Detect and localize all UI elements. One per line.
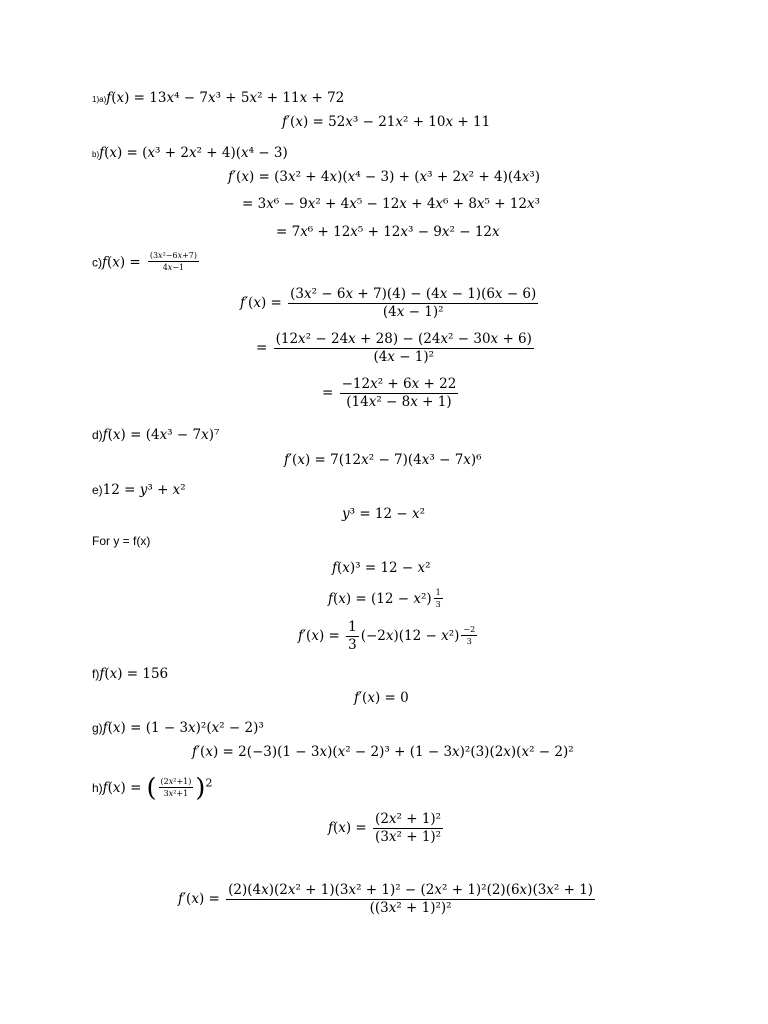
problem-e-step4-coefficient-numerator: 1 <box>348 619 357 635</box>
problem-b-given: 𝑓(𝑥) = (𝑥³ + 2𝑥² + 4)(𝑥⁴ − 3) <box>99 145 288 161</box>
problem-h-given-exponent: 2 <box>205 776 213 790</box>
problem-h-given-numerator: (2𝑥²+1) <box>160 776 192 786</box>
problem-h-given-fraction <box>159 778 194 798</box>
problem-e-given: 12 = 𝑦³ + 𝑥² <box>102 482 186 498</box>
problem-h-derivative-denominator: ((3𝑥² + 1)²)² <box>369 899 452 916</box>
problem-c-step2-fraction <box>274 333 534 364</box>
problem-a-derivative: 𝑓′(𝑥) = 52𝑥³ − 21𝑥² + 10𝑥 + 11 <box>282 114 491 130</box>
problem-c-derivative-fraction <box>288 288 538 319</box>
problem-h-given-line: h)𝑓(𝑥) = ( $\frac{\text{(2𝑥²+1)}}{\text{3𝑥²+1}}$ )$^2$ <box>92 773 213 803</box>
problem-h-label: h) <box>92 781 103 796</box>
problem-b-step2: = 3𝑥⁶ − 9𝑥² + 4𝑥⁵ − 12𝑥 + 4𝑥⁶ + 8𝑥⁵ + 12𝑥³ <box>242 196 541 212</box>
problem-c-given-fraction <box>148 252 199 272</box>
problem-e-step4-body: (−2𝑥)(12 − 𝑥²) <box>360 628 460 644</box>
problem-e-step3-exponent-denominator: 3 <box>435 600 441 609</box>
problem-c-step3-denominator: (14𝑥² − 8𝑥 + 1) <box>346 393 452 410</box>
problem-c-step3-numerator: −12𝑥² + 6𝑥 + 22 <box>341 376 457 392</box>
problem-d-derivative: 𝑓′(𝑥) = 7(12𝑥² − 7)(4𝑥³ − 7𝑥)⁶ <box>284 452 482 468</box>
problem-c-step2-numerator: (12𝑥² − 24𝑥 + 28) − (24𝑥² − 30𝑥 + 6) <box>275 331 532 347</box>
problem-c-step3-fraction <box>340 378 459 409</box>
problem-d-label: d) <box>92 428 103 442</box>
problem-d-given: 𝑓(𝑥) = (4𝑥³ − 7𝑥)⁷ <box>102 427 220 443</box>
problem-e-note: For y = f(x) <box>92 534 151 548</box>
problem-h-rewrite <box>328 813 445 844</box>
problem-e-step4-lhs: 𝑓′(𝑥) = <box>298 628 340 644</box>
problem-c-derivative <box>240 288 540 319</box>
problem-a-given-line <box>92 89 344 106</box>
problem-g-given-line <box>92 719 264 736</box>
problem-h-rewrite-lhs: 𝑓(𝑥) = <box>328 820 367 836</box>
problem-e-step2: 𝑓(𝑥)³ = 12 − 𝑥² <box>332 560 431 576</box>
problem-f-label: f) <box>92 667 100 681</box>
problem-h-derivative <box>178 884 597 915</box>
problem-f-given: 𝑓(𝑥) = 156 <box>99 666 169 682</box>
problem-e-step4-exponent <box>461 626 477 646</box>
problem-e-label: e) <box>92 483 103 497</box>
problem-c-given-numerator: (3𝑥²−6𝑥+7) <box>149 251 197 260</box>
problem-b-label: b) <box>92 150 100 159</box>
problem-h-rewrite-fraction <box>373 813 443 844</box>
problem-c-derivative-numerator: (3𝑥² − 6𝑥 + 7)(4) − (4𝑥 − 1)(6𝑥 − 6) <box>290 286 537 302</box>
problem-e-step1: 𝑦³ = 12 − 𝑥² <box>342 506 426 522</box>
problem-h-rewrite-denominator: (3𝑥² + 1)² <box>375 828 442 845</box>
problem-h-rewrite-numerator: (2𝑥² + 1)² <box>375 811 442 827</box>
problem-c-given-denominator: 4𝑥−1 <box>162 263 185 272</box>
problem-e-step4-exponent-numerator: −2 <box>463 625 476 634</box>
problem-c-given-line <box>92 252 201 272</box>
problem-a-label: 1)a) <box>92 95 107 104</box>
problem-h-given-denominator: 3𝑥²+1 <box>163 788 189 798</box>
problem-c-derivative-denominator: (4𝑥 − 1)² <box>382 303 444 320</box>
problem-c-given-lhs: 𝑓(𝑥) = <box>102 254 141 271</box>
problem-f-given-line <box>92 665 168 682</box>
problem-d-given-line <box>92 426 219 443</box>
problem-g-given: 𝑓(𝑥) = (1 − 3𝑥)²(𝑥² − 2)³ <box>102 720 264 736</box>
problem-e-step3-base: 𝑓(𝑥) = (12 − 𝑥²) <box>328 591 432 607</box>
problem-c-step2-denominator: (4𝑥 − 1)² <box>373 348 435 365</box>
problem-c-step2: = $\frac{\text{(12𝑥² − 24𝑥 + 28) − (24𝑥² − 30𝑥 + 6)}}{\text{(4𝑥 − 1)²}}$ <box>256 331 532 365</box>
problem-b-given-line <box>92 144 288 161</box>
problem-e-step3 <box>328 589 445 609</box>
problem-e-step3-exponent <box>434 589 443 609</box>
problem-b-step3: = 7𝑥⁶ + 12𝑥⁵ + 12𝑥³ − 9𝑥² − 12𝑥 <box>276 224 500 240</box>
problem-e-step4-exponent-denominator: 3 <box>466 637 472 646</box>
problem-e-step4 <box>298 621 479 652</box>
problem-a-given: 𝑓(𝑥) = 13𝑥⁴ − 7𝑥³ + 5𝑥² + 11𝑥 + 72 <box>106 90 345 106</box>
problem-h-derivative-numerator: (2)(4𝑥)(2𝑥² + 1)(3𝑥² + 1)² − (2𝑥² + 1)²(2)(6𝑥)(3𝑥² + 1) <box>228 882 594 898</box>
problem-c-derivative-lhs: 𝑓′(𝑥) = <box>240 295 282 311</box>
problem-h-derivative-fraction <box>226 884 595 915</box>
problem-g-derivative: 𝑓′(𝑥) = 2(−3)(1 − 3𝑥)(𝑥² − 2)³ + (1 − 3𝑥)²(3)(2𝑥)(𝑥² − 2)² <box>192 744 574 760</box>
problem-f-derivative: 𝑓′(𝑥) = 0 <box>354 690 409 706</box>
problem-h-given-lhs: 𝑓(𝑥) = <box>102 780 142 797</box>
problem-g-label: g) <box>92 721 103 735</box>
problem-e-step4-coefficient-denominator: 3 <box>348 636 357 653</box>
problem-h-derivative-lhs: 𝑓′(𝑥) = <box>178 891 220 907</box>
problem-c-label: c) <box>92 255 102 270</box>
problem-c-step3: = $\frac{\text{−12𝑥² + 6𝑥 + 22}}{\text{(14𝑥² − 8𝑥 + 1)}}$ <box>322 376 457 410</box>
problem-e-step4-coefficient <box>346 621 359 652</box>
problem-e-step3-exponent-numerator: 1 <box>435 588 441 597</box>
problem-e-given-line <box>92 481 186 498</box>
problem-b-step1: 𝑓′(𝑥) = (3𝑥² + 4𝑥)(𝑥⁴ − 3) + (𝑥³ + 2𝑥² + 4)(4𝑥³) <box>228 169 540 185</box>
